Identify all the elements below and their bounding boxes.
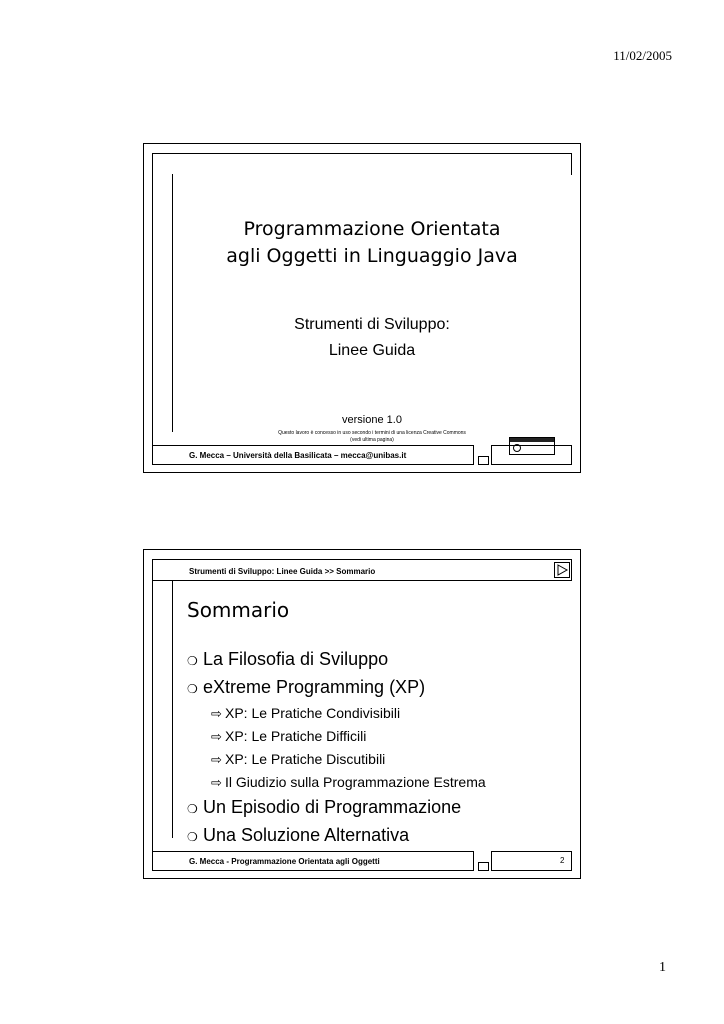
- license-line-1: Questo lavoro è concesso in uso secondo i termini di una licenza Creative Commons: [278, 430, 466, 436]
- summary-list: [187, 646, 577, 850]
- footer-square: [478, 456, 489, 465]
- slide-frame-left: [152, 153, 173, 463]
- page-date: 11/02/2005: [613, 48, 672, 63]
- arrow-bullet-icon: ⇨: [211, 775, 222, 790]
- slide-frame-left: [152, 559, 173, 869]
- list-item: ❍ Un Episodio di Programmazione: [187, 794, 577, 822]
- sub-list-item: ⇨ XP: Le Pratiche Condivisibili: [187, 702, 577, 725]
- slide-1-footer: G. Mecca – Università della Basilicata – mecca@unibas.it: [152, 445, 474, 465]
- list-item: ❍ eXtreme Programming (XP): [187, 674, 577, 702]
- list-item: ❍ Una Soluzione Alternativa: [187, 822, 577, 850]
- circle-bullet-icon: ❍: [187, 682, 198, 696]
- license-line-2: (vedi ultima pagina): [350, 437, 394, 443]
- slide-frame-top: [152, 153, 572, 175]
- sub-list-item: ⇨ XP: Le Pratiche Discutibili: [187, 748, 577, 771]
- slide-frame-left-inner: [172, 580, 173, 838]
- arrow-bullet-icon: ⇨: [211, 729, 222, 744]
- slide-2: [143, 549, 581, 879]
- footer-box-right: [491, 445, 572, 465]
- slide-1-subtitle: [204, 312, 540, 364]
- list-item: ❍ La Filosofia di Sviluppo: [187, 646, 577, 674]
- sub-list-item: ⇨ Il Giudizio sulla Programmazione Estrema: [187, 771, 577, 794]
- circle-bullet-icon: ❍: [187, 802, 198, 816]
- slide-page-number: 2: [560, 856, 565, 865]
- subtitle-line-2: Linee Guida: [328, 342, 416, 359]
- sub-list-item: ⇨ XP: Le Pratiche Difficili: [187, 725, 577, 748]
- subtitle-line-1: Strumenti di Sviluppo:: [294, 316, 450, 333]
- slide-2-title: Sommario: [187, 598, 290, 622]
- footer-square: [478, 862, 489, 871]
- title-line-1: Programmazione Orientata: [243, 218, 501, 240]
- page-number: 1: [659, 960, 666, 975]
- circle-bullet-icon: ❍: [187, 654, 198, 668]
- arrow-bullet-icon: ⇨: [211, 752, 222, 767]
- license-note: [244, 430, 500, 444]
- version-label: versione 1.0: [342, 414, 402, 426]
- slide-2-header: Strumenti di Sviluppo: Linee Guida >> Sommario: [152, 559, 572, 581]
- footer-box-right: [491, 851, 572, 871]
- slide-2-footer: G. Mecca - Programmazione Orientata agli Oggetti: [152, 851, 474, 871]
- slide-1: [143, 143, 581, 473]
- arrow-bullet-icon: ⇨: [211, 706, 222, 721]
- slide-1-title: [204, 216, 540, 270]
- next-slide-arrow-icon[interactable]: [554, 562, 570, 578]
- title-line-2: agli Oggetti in Linguaggio Java: [226, 245, 518, 267]
- circle-bullet-icon: ❍: [187, 830, 198, 844]
- slide-frame-left-inner: [172, 174, 173, 432]
